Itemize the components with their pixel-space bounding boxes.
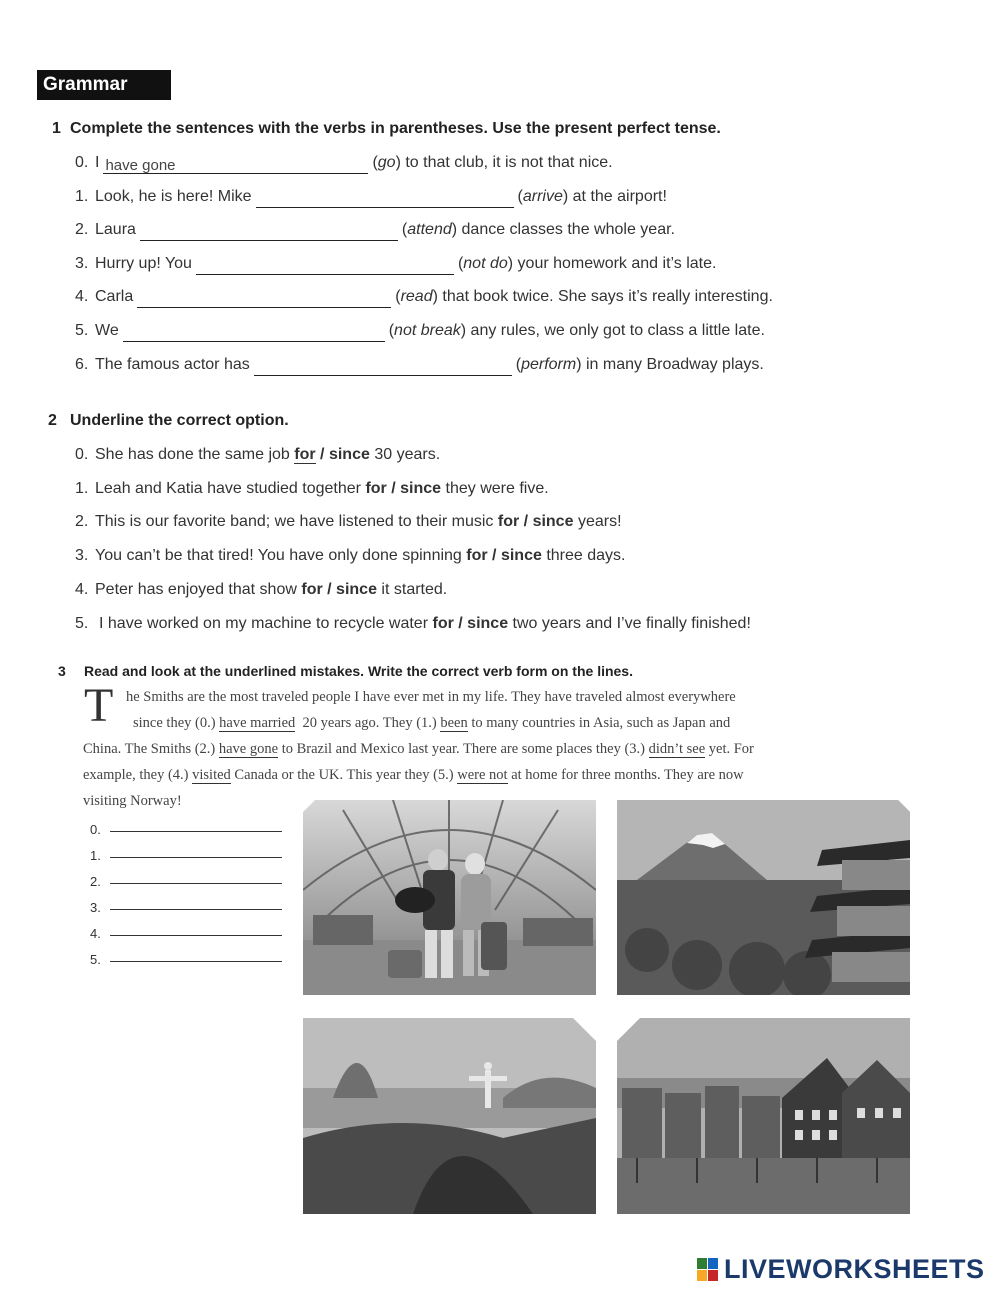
norway-illustration	[617, 1018, 910, 1214]
answer-text	[137, 291, 139, 308]
reading-text: at home for three months. They are now	[511, 767, 744, 783]
item-text: at the airport!	[572, 188, 667, 205]
answer-label: 3.	[90, 900, 101, 915]
mistake-3: didn’t see	[648, 741, 706, 757]
answer-blank[interactable]	[123, 325, 385, 342]
item-text: I have worked on my machine to recycle water	[99, 615, 429, 632]
answer-underline[interactable]	[110, 882, 282, 884]
reading-text: to Brazil and Mexico last year. There are some places they (3.)	[281, 741, 645, 757]
answer-text	[254, 359, 256, 376]
item-text: years!	[577, 513, 622, 530]
option-since[interactable]: since	[328, 446, 370, 463]
item-text: three days.	[546, 547, 626, 564]
reading-line-3	[83, 736, 754, 762]
ex2-item-1	[75, 480, 549, 498]
exercise-1-instruction: Complete the sentences with the verbs in parentheses. Use the present perfect tense.	[70, 120, 721, 137]
verb-hint: perform	[521, 356, 577, 373]
option-separator: /	[391, 480, 396, 497]
answer-label: 5.	[90, 952, 101, 967]
option-since[interactable]: since	[467, 615, 509, 632]
reading-text: 20 years ago. They (1.)	[302, 715, 437, 731]
item-text: two years and I’ve finally finished!	[512, 615, 751, 632]
reading-text: since they (0.)	[133, 715, 216, 731]
answer-underline[interactable]	[110, 830, 282, 832]
ex2-item-3	[75, 547, 625, 565]
option-separator: /	[458, 615, 463, 632]
item-text: any rules, we only got to class a little late.	[470, 322, 765, 339]
answer-label: 4.	[90, 926, 101, 941]
drop-cap: T	[84, 679, 114, 732]
reading-text: yet. For	[708, 741, 754, 757]
answer-label: 2.	[90, 874, 101, 889]
mistake-1: been	[440, 715, 468, 731]
option-for[interactable]: for	[301, 581, 323, 598]
item-number: 4.	[75, 581, 89, 598]
ex1-item-6: 6. The famous actor has (perform) in many Broadway plays.	[75, 356, 764, 376]
reading-text: Canada or the UK. This year they (5.)	[234, 767, 454, 783]
option-since[interactable]: since	[400, 480, 442, 497]
ex1-item-3: 3. Hurry up! You (not do) your homework and it’s late.	[75, 255, 716, 275]
ex2-item-0	[75, 446, 440, 464]
answer-line-1[interactable]	[90, 848, 282, 863]
answer-line-3[interactable]	[90, 900, 282, 915]
reading-text: China. The Smiths (2.)	[83, 741, 216, 757]
option-since[interactable]: since	[500, 547, 542, 564]
ex2-item-4	[75, 581, 447, 599]
ex1-item-4: 4. Carla (read) that book twice. She says it’s really interesting.	[75, 288, 773, 308]
option-separator: /	[523, 513, 529, 530]
exercise-3-heading	[58, 663, 633, 679]
reading-text: to many countries in Asia, such as Japan and	[471, 715, 731, 731]
answer-blank[interactable]	[137, 291, 391, 308]
japan-illustration	[617, 800, 910, 995]
item-text: in many Broadway plays.	[585, 356, 764, 373]
answer-label: 1.	[90, 848, 101, 863]
item-number: 5.	[75, 322, 89, 339]
verb-hint: go	[377, 154, 396, 171]
item-number: 5.	[75, 615, 89, 632]
answer-line-0[interactable]	[90, 822, 282, 837]
item-number: 6.	[75, 356, 89, 373]
reading-line-2	[133, 710, 730, 736]
option-since[interactable]: since	[336, 581, 377, 598]
answer-label: 0.	[90, 822, 101, 837]
item-number: 0.	[75, 446, 89, 463]
reading-line-1: he Smiths are the most traveled people I have ever met in my life. They have traveled almost everywhere	[126, 689, 736, 705]
ex1-item-0: 0. I have gone (go) to that club, it is not that nice.	[75, 154, 613, 174]
option-for[interactable]: for	[365, 480, 387, 497]
reading-text: example, they (4.)	[83, 767, 189, 783]
photo-japan	[617, 800, 910, 995]
answer-underline[interactable]	[110, 960, 282, 962]
option-for[interactable]: for	[497, 513, 520, 530]
exercise-1-number: 1	[52, 120, 61, 137]
answer-blank[interactable]	[254, 359, 512, 376]
option-separator: /	[492, 547, 497, 564]
verb-hint: not do	[463, 255, 508, 272]
answer-blank[interactable]	[196, 258, 454, 275]
item-text: You can’t be that tired! You have only done spinning	[95, 547, 462, 564]
photo-norway	[617, 1018, 910, 1214]
exercise-3-number: 3	[58, 663, 66, 679]
item-text: your homework and it’s late.	[517, 255, 717, 272]
item-text: dance classes the whole year.	[461, 221, 675, 238]
liveworksheets-logo-text: LIVEWORKSHEETS	[724, 1254, 985, 1284]
photo-rio	[303, 1018, 596, 1214]
answer-underline[interactable]	[110, 908, 282, 910]
liveworksheets-logo-icon	[697, 1258, 719, 1282]
item-text: Leah and Katia have studied together	[95, 480, 361, 497]
reading-line-4	[83, 762, 744, 788]
item-text: 30 years.	[374, 446, 441, 463]
verb-hint: not break	[394, 322, 461, 339]
item-number: 1.	[75, 480, 89, 497]
mistake-2: have gone	[218, 741, 279, 757]
item-text: it started.	[381, 581, 448, 598]
verb-hint: arrive	[522, 188, 563, 205]
item-text: I	[95, 154, 100, 171]
mistake-5: were not	[457, 767, 508, 783]
item-number: 3.	[75, 547, 89, 564]
item-text: Peter has enjoyed that show	[95, 581, 297, 598]
option-since[interactable]: since	[532, 513, 574, 530]
exercise-1-heading	[52, 120, 721, 138]
answer-text	[123, 325, 125, 342]
airport-illustration	[303, 800, 596, 995]
item-text: that book twice. She says it’s really interesting.	[442, 288, 773, 305]
item-text: Laura	[95, 221, 136, 238]
exercise-3-instruction: Read and look at the underlined mistakes. Write the correct verb form on the lines.	[84, 663, 633, 679]
answer-line-2[interactable]	[90, 874, 282, 889]
rio-illustration	[303, 1018, 596, 1214]
option-separator: /	[320, 446, 325, 463]
reading-line-5: visiting Norway!	[83, 793, 182, 809]
option-for[interactable]: for	[432, 615, 454, 632]
ex1-item-1: 1. Look, he is here! Mike (arrive) at the airport!	[75, 188, 667, 208]
grammar-banner: Grammar	[37, 70, 171, 100]
ex2-item-2	[75, 513, 622, 531]
item-text: they were five.	[445, 480, 549, 497]
item-text: This is our favorite band; we have listened to their music	[95, 513, 494, 530]
answer-text	[140, 224, 142, 241]
photo-airport-couple	[303, 800, 596, 995]
exercise-2-heading	[48, 412, 289, 430]
item-number: 3.	[75, 255, 89, 272]
exercise-2-number: 2	[48, 412, 57, 429]
logo-badge-icon	[697, 1258, 719, 1282]
answer-underline[interactable]	[110, 856, 282, 858]
item-text: Hurry up! You	[95, 255, 192, 272]
ex2-item-5	[75, 615, 751, 633]
item-number: 1.	[75, 188, 89, 205]
mistake-0: have married	[219, 715, 296, 731]
option-for[interactable]: for	[294, 446, 316, 463]
option-separator: /	[327, 581, 332, 598]
answer-blank[interactable]	[256, 191, 514, 208]
answer-blank[interactable]	[140, 224, 398, 241]
verb-hint: read	[400, 288, 433, 305]
item-number: 4.	[75, 288, 89, 305]
answer-underline[interactable]	[110, 934, 282, 936]
item-text: to that club, it is not that nice.	[405, 154, 613, 171]
item-text: She has done the same job	[95, 446, 290, 463]
item-number: 2.	[75, 513, 89, 530]
answer-line-4[interactable]	[90, 926, 282, 941]
ex1-item-2: 2. Laura (attend) dance classes the whole year.	[75, 221, 675, 241]
item-text: The famous actor has	[95, 356, 250, 373]
answer-line-5[interactable]	[90, 952, 282, 967]
answer-text: have gone	[105, 157, 176, 174]
answer-text	[196, 258, 198, 275]
item-text: Carla	[95, 288, 134, 305]
item-text: We	[95, 322, 119, 339]
item-number: 0.	[75, 154, 89, 171]
mistake-4: visited	[192, 767, 231, 783]
exercise-2-instruction: Underline the correct option.	[70, 412, 289, 429]
option-for[interactable]: for	[466, 547, 488, 564]
ex1-item-5: 5. We (not break) any rules, we only got to class a little late.	[75, 322, 765, 342]
item-text: Look, he is here! Mike	[95, 188, 252, 205]
verb-hint: attend	[407, 221, 452, 238]
item-number: 2.	[75, 221, 89, 238]
answer-blank[interactable]	[103, 157, 368, 174]
answer-text	[256, 191, 258, 208]
